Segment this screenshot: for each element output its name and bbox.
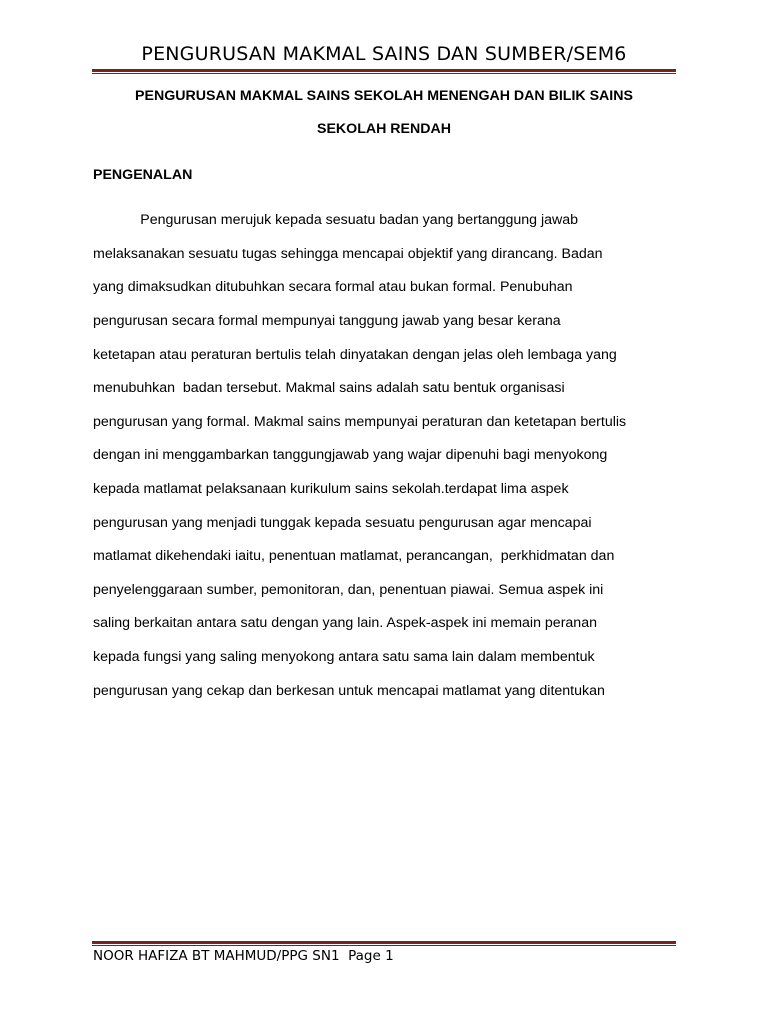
footer-rule-thick	[92, 941, 676, 944]
paragraph-line: matlamat dikehendaki iaitu, penentuan matlamat, perancangan, perkhidmatan dan	[93, 548, 615, 564]
header-rule-thin	[92, 73, 676, 74]
paragraph-line: pengurusan yang formal. Makmal sains mempunyai peraturan dan ketetapan bertulis	[93, 414, 627, 430]
paragraph-line: melaksanakan sesuatu tugas sehingga mencapai objektif yang dirancang. Badan	[93, 246, 603, 262]
paragraph-line: yang dimaksudkan ditubuhkan secara formal atau bukan formal. Penubuhan	[93, 279, 573, 295]
page-footer: NOOR HAFIZA BT MAHMUD/PPG SN1 Page 1	[93, 948, 394, 964]
paragraph-line: pengurusan yang cekap dan berkesan untuk mencapai matlamat yang ditentukan	[93, 683, 605, 699]
paragraph-line: ketetapan atau peraturan bertulis telah dinyatakan dengan jelas oleh lembaga yang	[93, 347, 617, 363]
paragraph-line: penyelenggaraan sumber, pemonitoran, dan, penentuan piawai. Semua aspek ini	[93, 582, 604, 598]
header-rule-thick	[92, 69, 676, 72]
paragraph-line: dengan ini menggambarkan tanggungjawab yang wajar dipenuhi bagi menyokong	[93, 447, 608, 463]
section-heading: PENGENALAN	[93, 167, 193, 183]
paragraph-line: pengurusan secara formal mempunyai tanggung jawab yang besar kerana	[93, 313, 561, 329]
document-title-line-2: SEKOLAH RENDAH	[317, 121, 451, 137]
paragraph-line: menubuhkan badan tersebut. Makmal sains adalah satu bentuk organisasi	[93, 380, 565, 396]
paragraph-line: saling berkaitan antara satu dengan yang lain. Aspek-aspek ini memain peranan	[93, 615, 597, 631]
header-rule	[92, 69, 676, 75]
running-header-title: PENGURUSAN MAKMAL SAINS DAN SUMBER/SEM6	[141, 43, 627, 65]
document-title-line-1: PENGURUSAN MAKMAL SAINS SEKOLAH MENENGAH DAN BILIK SAINS	[135, 88, 633, 104]
paragraph-line: pengurusan yang menjadi tunggak kepada sesuatu pengurusan agar mencapai	[93, 515, 592, 531]
footer-rule	[92, 941, 676, 947]
paragraph-line: kepada fungsi yang saling menyokong antara satu sama lain dalam membentuk	[93, 649, 595, 665]
paragraph-line: Pengurusan merujuk kepada sesuatu badan yang bertanggung jawab	[93, 212, 579, 228]
footer-rule-thin	[92, 945, 676, 946]
paragraph-line: kepada matlamat pelaksanaan kurikulum sains sekolah.terdapat lima aspek	[93, 481, 569, 497]
